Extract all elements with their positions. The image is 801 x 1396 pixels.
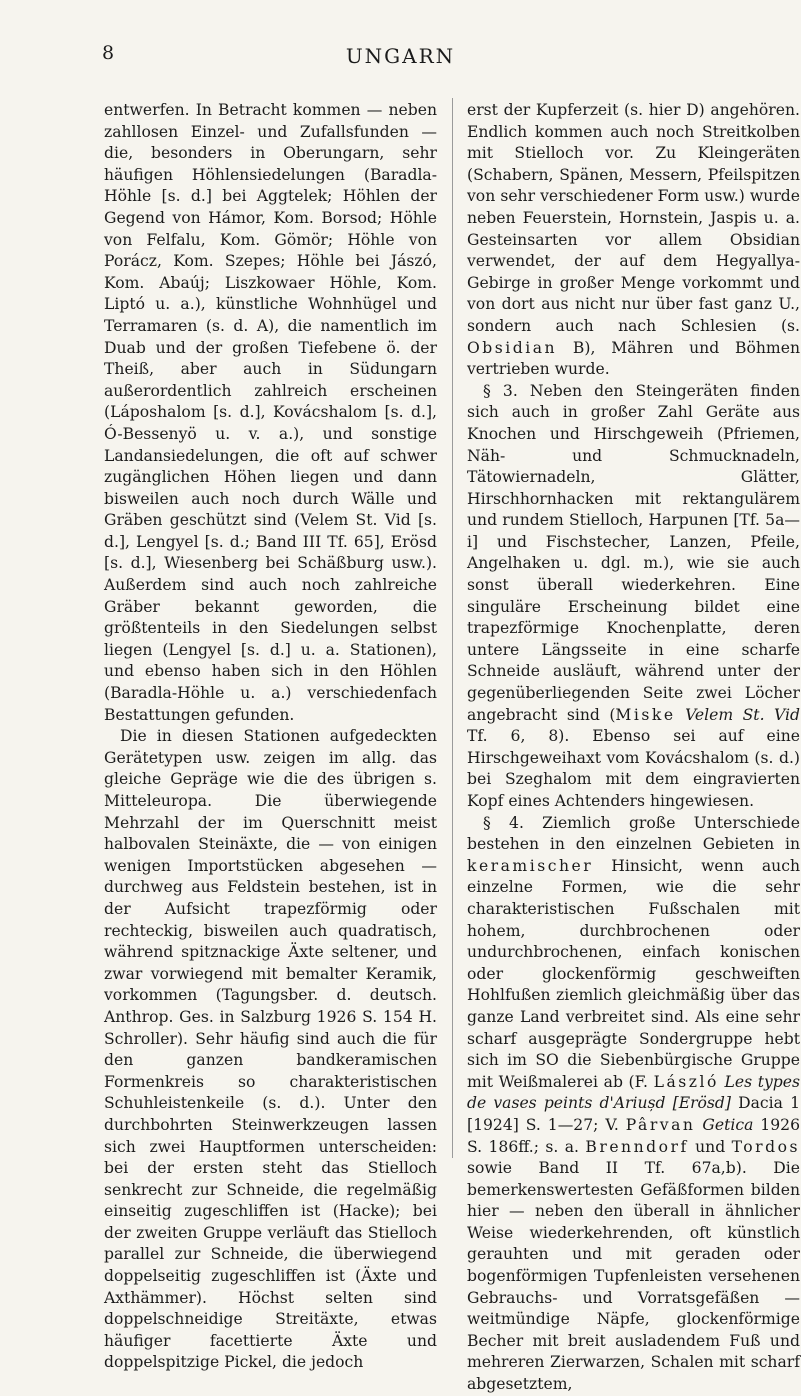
paragraph: entwerfen. In Betracht kommen — neben zahllosen Einzel- und Zufallsfunden — die, besonders in Oberungarn, sehr häufigen Höhlensiedelungen (Baradla-Höhle [s. d.] bei Aggtelek; Höhlen der Gegend von Hámor, Kom. Borsod; Höhle von Felfalu, Kom. Gömör; Höhle von Porácz, Kom. Szepes; Höhle bei Jászó, Kom. Abaúj; Liszkowaer Höhle, Kom. Liptó u. a.), künstliche Wohnhügel und Terramaren (s. d. A), die namentlich im Duab und der großen Tiefebene ö. der Theiß, aber auch in Südungarn außerordentlich zahlreich erscheinen (Láposhalom [s. d.], Kovácshalom [s. d.], Ó-Bessenyö u. v. a.), und sonstige Landansiedelungen, die oft auf schwer zugänglichen Höhen liegen und dann bisweilen auch noch durch Wälle und Gräben geschützt sind (Velem St. Vid [s. d.], Lengyel [s. d.; Band III Tf. 65], Erösd [s. d.], Wiesenberg bei Schäßburg usw.). Außerdem sind auch noch zahlreiche Gräber bekannt geworden, die größtenteils in den Siedelungen selbst liegen (Lengyel [s. d.] u. a. Stationen), und ebenso haben sich in den Höhlen (Baradla-Höhle u. a.) verschiedenfach Bestattungen gefunden. xyxy=(104,101,437,724)
left-column xyxy=(104,100,437,1374)
running-title: UNGARN xyxy=(345,44,456,68)
column-divider xyxy=(452,98,453,1158)
paragraph: Die in diesen Stationen aufgedeckten Gerätetypen usw. zeigen im allg. das gleiche Gepräge wie die des übrigen s. Mitteleuropa. Die überwiegende Mehrzahl der im Querschnitt meist halbovalen Steinäxte, die — von einigen wenigen Importstücken abgesehen — durchweg aus Feldstein bestehen, ist in der Aufsicht trapezförmig oder rechteckig, bisweilen auch quadratisch, während spitznackige Äxte seltener, und zwar vorwiegend mit bemalter Keramik, vorkommen (Tagungsber. d. deutsch. Anthrop. Ges. in Salzburg 1926 S. 154 H. Schroller). Sehr häufig sind auch die für den ganzen bandkeramischen Formenkreis so charakteristischen Schuhleistenkeile (s. d.). Unter den durchbohrten Steinwerkzeugen lassen sich zwei Hauptformen unterscheiden: bei der ersten steht das Stielloch senkrecht zur Schneide, die regelmäßig einseitig zugeschliffen ist (Hacke); bei der zweiten Gruppe verläuft das Stielloch parallel zur Schneide, die überwiegend doppelseitig zugeschliffen ist (Äxte und Axthämmer). Höchst selten sind doppelschneidige Streitäxte, etwas häufiger facettierte Äxte und doppelspitzige Pickel, die jedoch xyxy=(104,727,437,1372)
page-number: 8 xyxy=(102,42,115,64)
paragraph: erst der Kupferzeit (s. hier D) angehören. Endlich kommen auch noch Streitkolben mit Stielloch vor. Zu Kleingeräten (Schabern, Spänen, Messern, Pfeilspitzen von sehr verschiedener Form usw.) wurde neben Feuerstein, Hornstein, Jaspis u. a. Gesteinsarten vor allem Obsidian verwendet, der auf dem Hegyallya-Gebirge in großer Menge vorkommt und von dort aus nicht nur über fast ganz U., sondern auch nach Schlesien (s. Obsidian B), Mähren und Böhmen vertrieben wurde. xyxy=(467,101,800,379)
right-column xyxy=(467,100,800,1396)
paragraph: § 3. Neben den Steingeräten finden sich auch in großer Zahl Geräte aus Knochen und Hirschgeweih (Pfriemen, Näh- und Schmucknadeln, Tätowiernadeln, Glätter, Hirschhornhacken mit rektangulärem und rundem Stielloch, Harpunen [Tf. 5a—i] und Fischstecher, Lanzen, Pfeile, Angelhaken u. dgl. m.), wie sie auch sonst überall wiederkehren. Eine singuläre Erscheinung bildet eine trapezförmige Knochenplatte, deren untere Längsseite in eine scharfe Schneide ausläuft, während unter der gegenüberliegenden Seite zwei Löcher angebracht sind (Miske Velem St. Vid Tf. 6, 8). Ebenso sei auf eine Hirschgeweihaxt vom Kovácshalom (s. d.) bei Szeghalom mit dem eingravierten Kopf eines Achtenders hingewiesen. xyxy=(467,381,800,810)
paragraph: § 4. Ziemlich große Unterschiede bestehen in den einzelnen Gebieten in keramischer Hinsicht, wenn auch einzelne Formen, wie die sehr charakteristischen Fußschalen mit hohem, durchbrochenen oder undurchbrochenen, einfach konischen oder glockenförmig geschweiften Hohlfußen ziemlich gleichmäßig über das ganze Land verbreitet sind. Als eine sehr scharf ausgeprägte Sondergruppe hebt sich im SO die Siebenbürgische Gruppe mit Weißmalerei ab (F. László Les types de vases peints d'Ariușd [Erösd] Dacia 1 [1924] S. 1—27; V. Pârvan Getica 1926 S. 186ff.; s. a. Brenndorf und Tordos sowie Band II Tf. 67a,b). Die bemerkenswertesten Gefäßformen bilden hier — neben den überall in ähnlicher Weise wiederkehrenden, oft künstlich gerauhten und mit geraden oder bogenförmigen Tupfenleisten versehenen Gebrauchs- und Vorratsgefäßen — weitmündige Näpfe, glockenförmige Becher mit breit ausladendem Fuß und mehreren Zierwarzen, Schalen mit scharf abgesetztem, xyxy=(467,813,801,1394)
